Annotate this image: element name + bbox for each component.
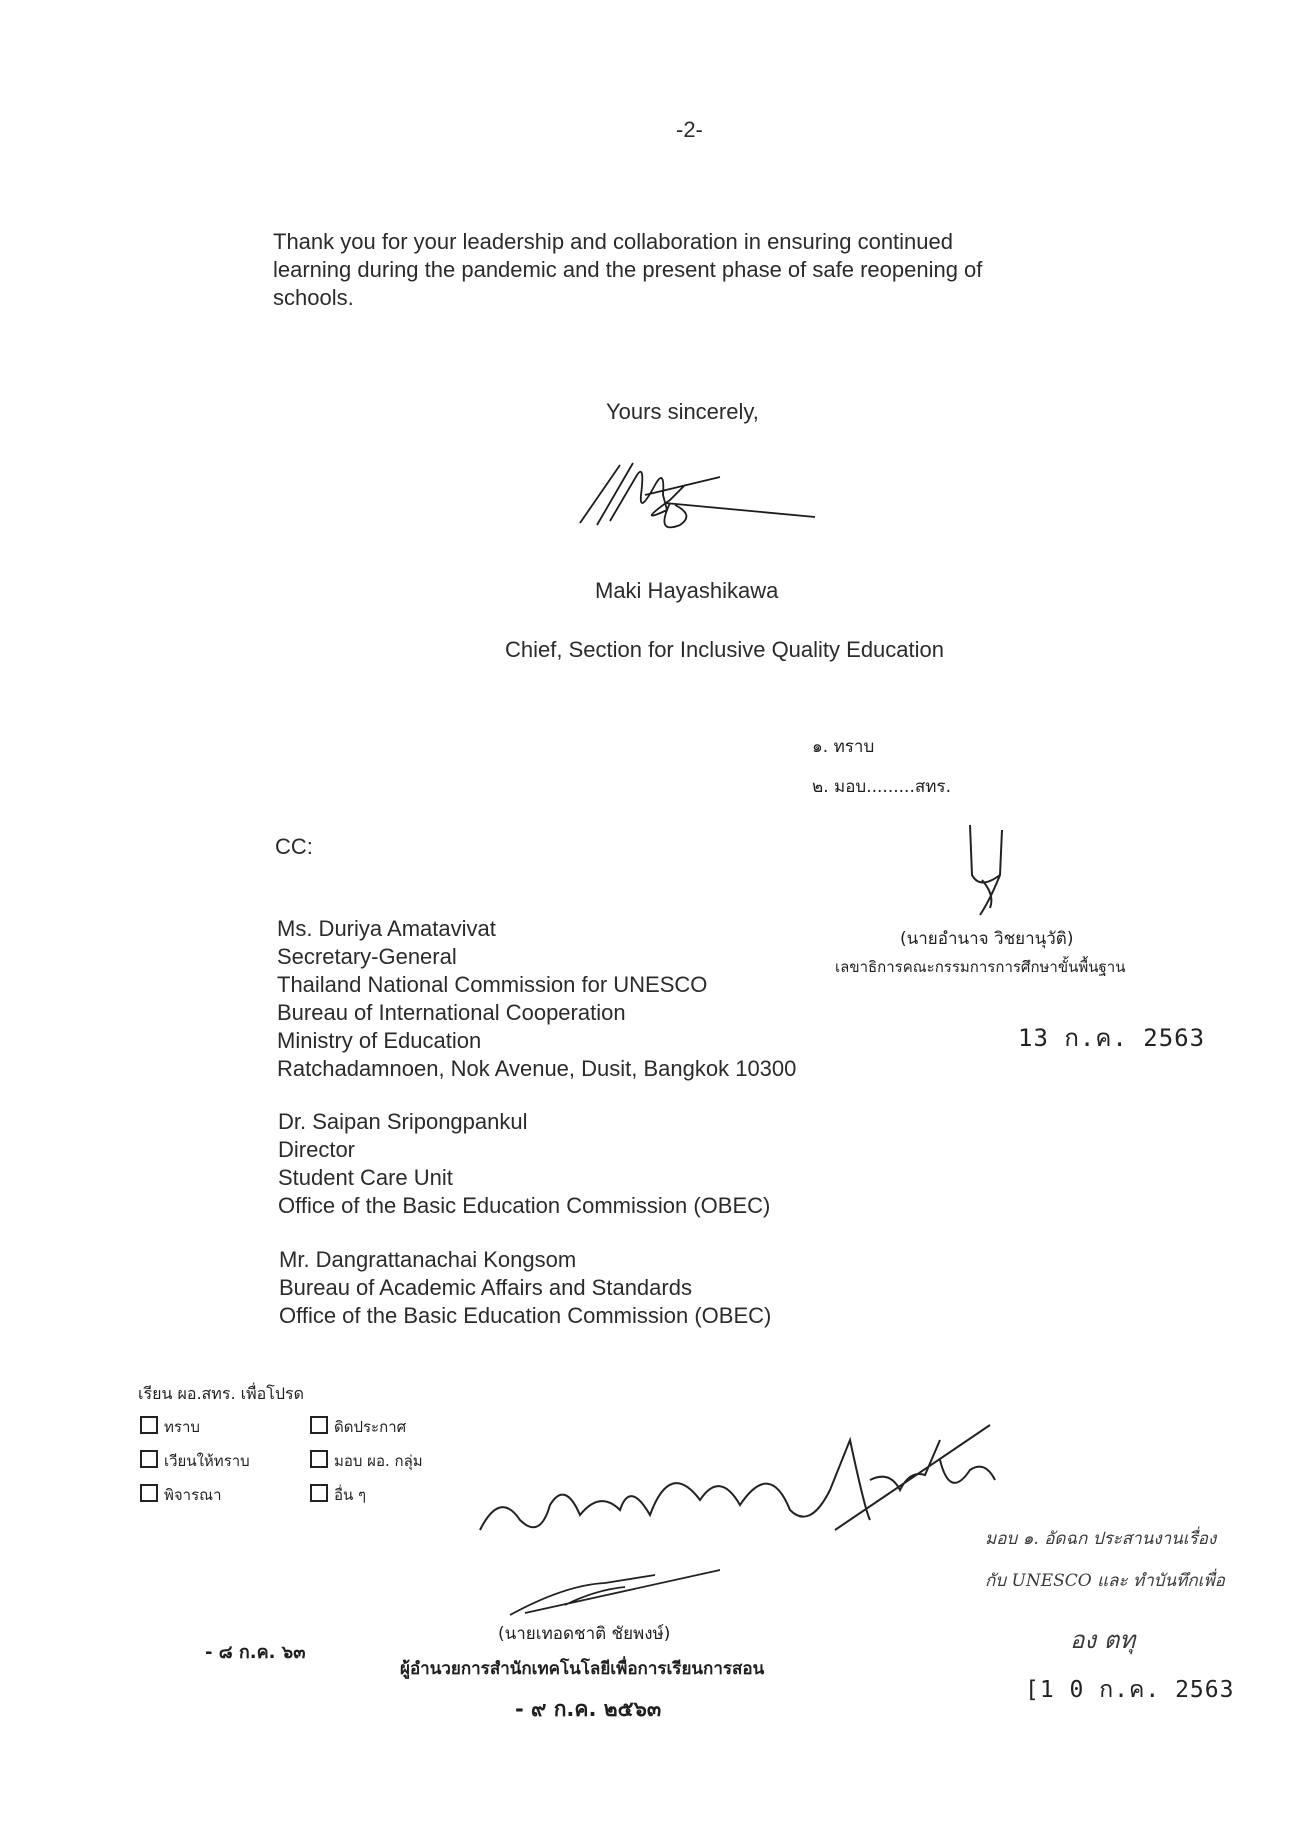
- recipient-line: Bureau of International Cooperation: [277, 1000, 626, 1025]
- routing-option: พิจารณา: [140, 1483, 310, 1507]
- signature-drawing: [575, 455, 835, 540]
- routing-options: [140, 1415, 460, 1507]
- routing-option: อื่น ๆ: [310, 1483, 460, 1507]
- paragraph-line: learning during the pandemic and the present phase of safe reopening of: [273, 257, 983, 282]
- director-date: - ๙ ก.ค. ๒๕๖๓: [515, 1697, 662, 1721]
- cc-label: CC:: [275, 834, 313, 859]
- official-title: เลขาธิการคณะกรรมการการศึกษาขั้นพื้นฐาน: [835, 958, 1126, 976]
- recipient-line: Mr. Dangrattanachai Kongsom: [279, 1247, 577, 1272]
- recipient-line: Director: [278, 1137, 356, 1162]
- director-name: (นายเทอดชาติ ชัยพงษ์): [498, 1624, 671, 1644]
- recipient-line: Secretary-General: [277, 944, 457, 969]
- bottom-left-date: - ๘ ก.ค. ๖๓: [205, 1642, 306, 1663]
- recipient-line: Student Care Unit: [278, 1165, 453, 1190]
- director-title: ผู้อำนวยการสำนักเทคโนโลยีเพื่อการเรียนการสอน: [400, 1659, 765, 1679]
- official-name: (นายอำนาจ วิชยานุวัติ): [900, 929, 1074, 949]
- checkbox-icon: [140, 1416, 158, 1434]
- recipient-block: [279, 1246, 771, 1330]
- recipient-line: Bureau of Academic Affairs and Standards: [279, 1275, 692, 1300]
- routing-option: ดิดประกาศ: [310, 1415, 460, 1439]
- closing-salutation: Yours sincerely,: [606, 399, 759, 424]
- recipient-line: Ministry of Education: [277, 1028, 482, 1053]
- checkbox-icon: [310, 1416, 328, 1434]
- recipient-line: Office of the Basic Education Commission (OBEC): [278, 1193, 771, 1218]
- routing-option: เวียนให้ทราบ: [140, 1449, 310, 1473]
- recipient-line: Thailand National Commission for UNESCO: [277, 972, 708, 997]
- checkbox-icon: [140, 1484, 158, 1502]
- handwritten-note-line: มอบ ๑. อัดฉก ประสานงานเรื่อง: [985, 1529, 1217, 1549]
- routing-heading: เรียน ผอ.สทร. เพื่อโปรด: [138, 1384, 304, 1403]
- note-line-2: ๒. มอบ.........สทร.: [812, 777, 951, 797]
- handwritten-date: [1 0 ก.ค. 2563: [1025, 1677, 1235, 1703]
- signer-name: Maki Hayashikawa: [595, 578, 779, 603]
- recipient-line: Ms. Duriya Amatavivat: [277, 916, 496, 941]
- routing-option: มอบ ผอ. กลุ่ม: [310, 1449, 460, 1473]
- paragraph-line: schools.: [273, 285, 354, 310]
- checkbox-icon: [310, 1450, 328, 1468]
- recipient-block: [278, 1108, 770, 1220]
- handwritten-scrawl: [470, 1420, 1030, 1550]
- recipient-block: [277, 915, 796, 1083]
- signer-title: Chief, Section for Inclusive Quality Education: [505, 637, 945, 662]
- initial-scribble: [960, 820, 1020, 920]
- note-line-1: ๑. ทราบ: [812, 737, 875, 757]
- checkbox-icon: [310, 1484, 328, 1502]
- routing-option: ทราบ: [140, 1415, 310, 1439]
- closing-paragraph: [273, 228, 982, 312]
- handwritten-note-line: กับ UNESCO และ ทำบันทึกเพื่อ: [985, 1571, 1225, 1591]
- recipient-line: Ratchadamnoen, Nok Avenue, Dusit, Bangkok 10300: [277, 1056, 797, 1081]
- paragraph-line: Thank you for your leadership and collaboration in ensuring continued: [273, 229, 953, 254]
- handwritten-initials: อง ตทุ: [1070, 1626, 1136, 1654]
- recipient-line: Dr. Saipan Sripongpankul: [278, 1109, 528, 1134]
- received-date-stamp: 13 ก.ค. 2563: [1018, 1024, 1206, 1052]
- recipient-line: Office of the Basic Education Commission (OBEC): [279, 1303, 772, 1328]
- checkbox-icon: [140, 1450, 158, 1468]
- director-signature: [505, 1565, 725, 1620]
- page-number: -2-: [676, 117, 703, 142]
